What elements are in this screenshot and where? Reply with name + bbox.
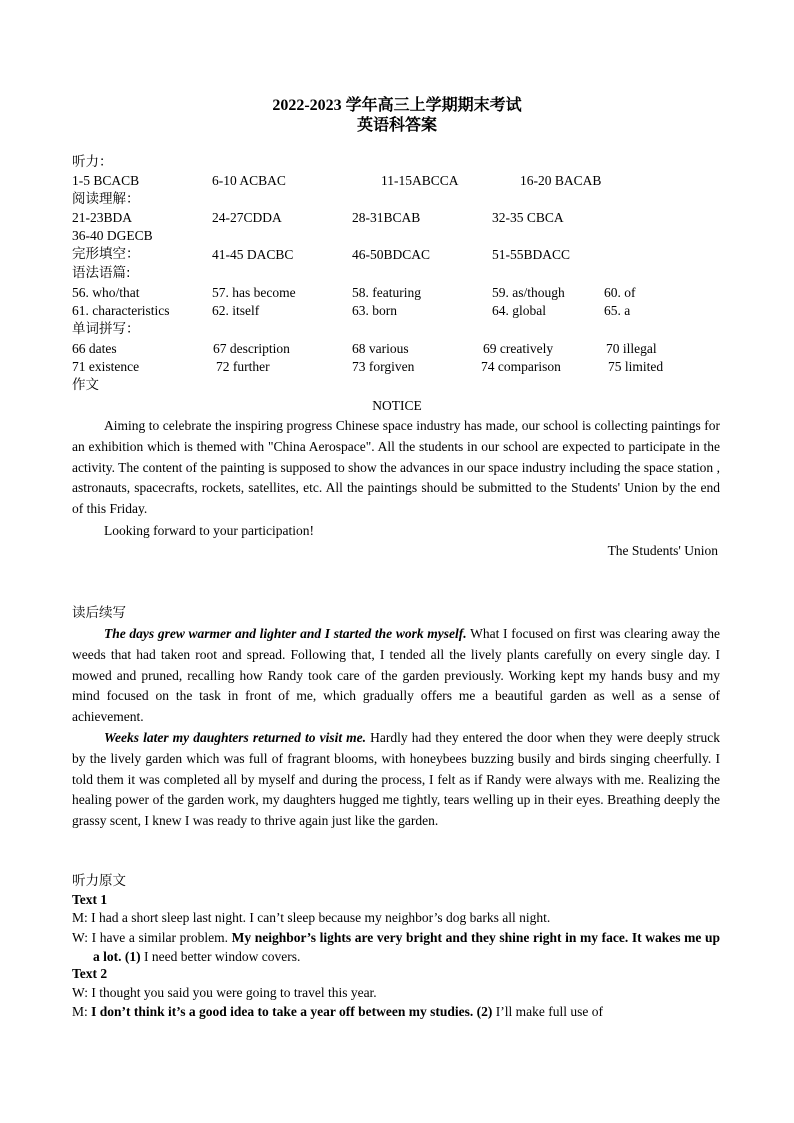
paragraph-lead-sentence: Weeks later my daughters returned to visit me. xyxy=(104,730,367,745)
notice-signature: The Students' Union xyxy=(607,543,718,558)
spelling-answer: 72 further xyxy=(216,359,270,374)
exam-title: 2022-2023 学年高三上学期期末考试 xyxy=(272,97,522,114)
cloze-answer: 46-50BDCAC xyxy=(352,247,431,262)
reading-answer: 21-23BDA xyxy=(72,210,132,225)
reading-answer: 24-27CDDA xyxy=(212,210,282,225)
text1-woman-line xyxy=(72,928,720,966)
grammar-answer: 63. born xyxy=(352,303,397,318)
paragraph-lead-sentence: The days grew warmer and lighter and I started the work myself. xyxy=(104,626,467,641)
cloze-answer: 51-55BDACC xyxy=(492,247,571,262)
text2-man-line xyxy=(72,1003,720,1021)
grammar-heading: 语法语篇: xyxy=(72,265,131,281)
continuation-paragraph-2 xyxy=(72,728,720,832)
text2-label: Text 2 xyxy=(72,966,108,981)
listening-answer: 6-10 ACBAC xyxy=(212,173,286,188)
listening-answer: 11-15ABCCA xyxy=(381,173,459,188)
grammar-answer: 60. of xyxy=(604,285,636,300)
key-sentence: My neighbor’s lights are very bright and they shine right in my face. It wakes me up a lot. (1) xyxy=(93,930,720,964)
spelling-heading: 单词拼写： xyxy=(72,321,140,337)
grammar-answer: 58. featuring xyxy=(352,285,421,300)
notice-title: NOTICE xyxy=(372,398,422,413)
speaker-text: I’ll make full use of xyxy=(492,1004,603,1019)
grammar-answer: 59. as/though xyxy=(492,285,565,300)
grammar-answer: 57. has become xyxy=(212,285,296,300)
text2-woman-line: W: I thought you said you were going to travel this year. xyxy=(72,985,377,1000)
spelling-answer: 70 illegal xyxy=(606,341,657,356)
grammar-answer: 64. global xyxy=(492,303,546,318)
speaker-text: M: xyxy=(72,1004,92,1019)
grammar-answer: 56. who/that xyxy=(72,285,140,300)
text1-label: Text 1 xyxy=(72,892,108,907)
paragraph-text: Hardly had they entered the door when they were deeply struck by the lively garden which was full of fragrant blooms, with honeybees buzzing busily and birds singing cheerfully. I told them it was completed all by myself and during the process, I felt as if Randy were always with me. Realizing the healing power of the garden work, my daughters hugged me tightly, tears welling up in their eyes. Breathing deeply the grassy scent, I knew I was ready to thrive again just like the garden. xyxy=(72,730,721,829)
spelling-answer: 69 creatively xyxy=(483,341,554,356)
spelling-answer: 74 comparison xyxy=(481,359,561,374)
spelling-answer: 71 existence xyxy=(72,359,140,374)
grammar-answer: 62. itself xyxy=(212,303,260,318)
grammar-answer: 65. a xyxy=(604,303,631,318)
reading-answer: 36-40 DGECB xyxy=(72,228,153,243)
transcript-heading: 听力原文 xyxy=(72,873,126,889)
spelling-answer: 75 limited xyxy=(608,359,664,374)
reading-answer: 32-35 CBCA xyxy=(492,210,564,225)
listening-answer: 16-20 BACAB xyxy=(520,173,602,188)
cloze-heading: 完形填空： xyxy=(72,246,140,262)
notice-closing: Looking forward to your participation! xyxy=(104,523,314,538)
listening-heading: 听力： xyxy=(72,154,113,170)
text1-man-line: M: I had a short sleep last night. I can’t sleep because my neighbor’s dog barks all night. xyxy=(72,910,551,925)
reading-heading: 阅读理解： xyxy=(72,191,140,207)
speaker-text: I need better window covers. xyxy=(140,949,301,964)
spelling-answer: 73 forgiven xyxy=(352,359,415,374)
speaker-text: W: I have a similar problem. xyxy=(72,930,232,945)
cloze-answer: 41-45 DACBC xyxy=(212,247,294,262)
exam-subtitle: 英语科答案 xyxy=(356,117,437,134)
spelling-answer: 68 various xyxy=(352,341,409,356)
notice-body xyxy=(72,416,720,520)
spelling-answer: 66 dates xyxy=(72,341,117,356)
reading-answer: 28-31BCAB xyxy=(352,210,421,225)
notice-body-text: Aiming to celebrate the inspiring progress Chinese space industry has made, our school is collecting paintings for an exhibition which is themed with "China Aerospace". All the students in our school are expected to participate in the activity. The content of the painting is supposed to show the advances in our space industry including the space station , astronauts, spacecrafts, rockets, satellites, etc. All the paintings should be submitted to the Students' Union by the end of this Friday. xyxy=(72,418,720,517)
grammar-answer: 61. characteristics xyxy=(72,303,170,318)
writing-heading: 作文 xyxy=(72,377,99,393)
continuation-heading: 读后续写 xyxy=(72,605,126,621)
continuation-paragraph-1 xyxy=(72,624,720,728)
spelling-answer: 67 description xyxy=(213,341,290,356)
key-sentence: I don’t think it’s a good idea to take a year off between my studies. (2) xyxy=(91,1004,493,1019)
listening-answer: 1-5 BCACB xyxy=(72,173,140,188)
paragraph-text: What I focused on first was clearing away the weeds that had taken root and spread. Following that, I tended all the lively plants carefully on every single day. I mowed and pruned, recalling how Randy took care of the garden previously. Working kept my hands busy and my mind focused on the task in front of me, which gradually offers me a beautiful garden as well as a sense of achievement. xyxy=(72,626,720,725)
